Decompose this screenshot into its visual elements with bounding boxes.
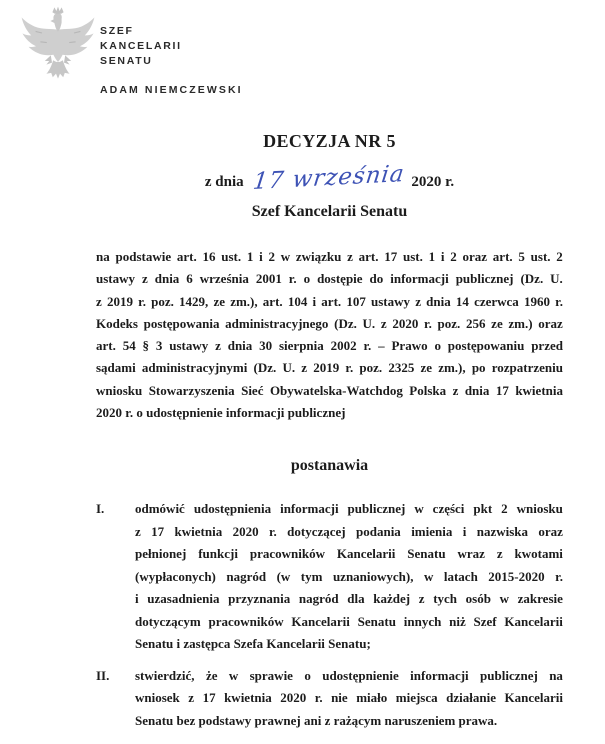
text-line: odmówić udostępnienia informacji publicznej w części pkt 2 wniosku <box>135 501 563 517</box>
decision-item <box>96 498 563 656</box>
legal-basis-paragraph <box>96 246 563 424</box>
text-line: pełnionej funkcji pracowników Kancelarii Senatu wraz z kwotami <box>135 546 563 562</box>
decision-item <box>96 665 563 733</box>
text-line: wniosku Stowarzyszenia Sieć Obywatelska-Watchdog Polska z dnia 17 kwietnia <box>96 382 563 398</box>
office-title-line: SZEF <box>100 25 134 37</box>
text-line: na podstawie art. 16 ust. 1 i 2 w związku z art. 17 ust. 1 i 2 oraz art. 5 ust. 2 <box>96 249 563 264</box>
office-title-line: SENATU <box>100 55 153 67</box>
item-number: II. <box>96 667 110 683</box>
text-line: ustawy z dnia 6 września 2001 r. o dostępie do informacji publicznej (Dz. U. <box>96 271 563 287</box>
polish-eagle-emblem-icon <box>18 2 98 88</box>
text-line: Kodeks postępowania administracyjnego (Dz. U. z 2020 r. poz. 256 ze zm.) oraz <box>96 315 563 331</box>
document-body <box>96 131 563 732</box>
text-line: art. 54 § 3 ustawy z dnia 30 sierpnia 2002 r. – Prawo o postępowaniu przed <box>96 338 563 354</box>
office-title <box>100 24 182 69</box>
text-line: stwierdzić, że w sprawie o udostępnienie informacji publicznej na <box>135 667 563 683</box>
text-line: (wypłaconych) nagród (w tym uznaniowych), w latach 2015-2020 r. <box>135 568 563 584</box>
decision-date-line <box>96 162 563 196</box>
official-name: ADAM NIEMCZEWSKI <box>100 84 243 96</box>
resolution-word: postanawia <box>290 457 369 475</box>
handwritten-date: 17 września <box>251 160 406 196</box>
text-line: z 17 kwietnia 2020 r. dotyczącej podania imienia i nazwiska oraz <box>135 523 563 539</box>
item-text <box>135 665 563 733</box>
issuer-title: Szef Kancelarii Senatu <box>251 203 408 220</box>
date-suffix: 2020 r. <box>411 174 455 190</box>
office-title-line: KANCELARII <box>100 40 182 52</box>
date-prefix: z dnia <box>204 174 244 190</box>
text-line: Senatu i zastępca Szefa Kancelarii Senatu; <box>135 636 371 652</box>
text-line: 2020 r. o udostępnienie informacji publicznej <box>96 405 346 421</box>
decision-items-list <box>96 498 563 732</box>
text-line: Senatu bez podstawy prawnej ani z rażącym naruszeniem prawa. <box>135 712 498 728</box>
text-line: dotyczącym pracowników Kancelarii Senatu innych niż Szef Kancelarii <box>135 613 563 629</box>
text-line: wniosek z 17 kwietnia 2020 r. nie miało miejsca działanie Kancelarii <box>135 690 563 706</box>
item-number: I. <box>96 501 105 517</box>
text-line: sądami administracyjnymi (Dz. U. z 2019 r. poz. 2325 ze zm.), po rozpatrzeniu <box>96 360 563 376</box>
item-text <box>135 498 563 656</box>
decision-title: DECYZJA NR 5 <box>263 131 396 151</box>
text-line: z 2019 r. poz. 1429, ze zm.), art. 104 i art. 107 ustawy z dnia 14 czerwca 1960 r. <box>96 293 563 309</box>
text-line: i uzasadnienia przyznania nagród dla każdej z tych osób w zakresie <box>135 591 563 607</box>
